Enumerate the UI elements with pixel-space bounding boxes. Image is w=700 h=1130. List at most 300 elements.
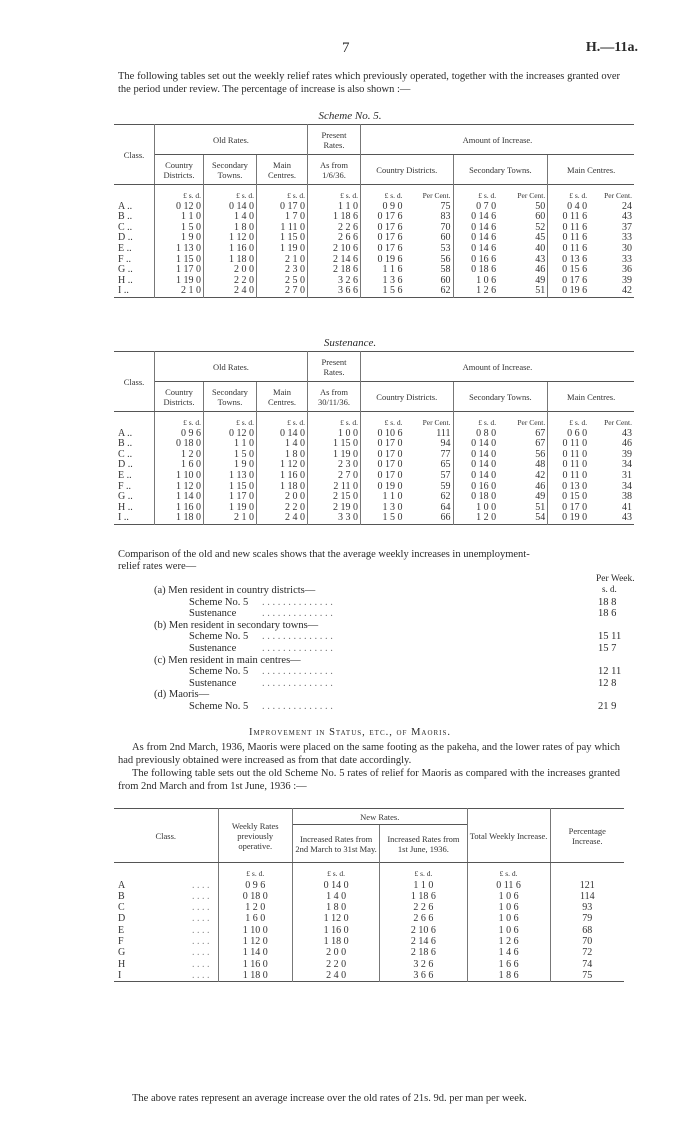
rate-cell: 0 17 0 [548, 503, 589, 514]
class-label: E .. [118, 469, 132, 481]
rate-cell: 1 0 6 [467, 902, 550, 913]
rate-cell: 3 6 6 [380, 970, 467, 982]
rate-cell: 0 14 6 [453, 223, 498, 234]
rate-cell: 1 6 0 [155, 460, 204, 471]
rate-cell: 3 2 6 [380, 959, 467, 970]
rate-cell: 0 17 0 [361, 460, 405, 471]
rate-cell: 0 13 6 [548, 255, 589, 266]
rate-cell: 0 15 0 [548, 492, 589, 503]
rate-cell: 2 18 6 [380, 947, 467, 958]
rate-cell: 2 4 0 [204, 286, 257, 297]
rate-cell: 1 16 0 [218, 959, 292, 970]
rate-cell: 0 17 0 [361, 450, 405, 461]
rate-cell: 1 12 0 [218, 936, 292, 947]
per-week-label: Per Week. [596, 574, 635, 584]
comparison-line-value: 12 8 [598, 677, 617, 689]
class-label [114, 925, 218, 936]
rate-cell: 65 [440, 459, 451, 471]
rate-cell: 1 15 0 [204, 482, 257, 493]
increased-june-header: Increased Rates from 1st June, 1936. [380, 825, 467, 863]
unit-cell: £ s. d. [453, 412, 498, 429]
rate-cell: 2 6 6 [308, 233, 361, 244]
rate-cell: 1 12 0 [155, 482, 204, 493]
rate-cell: 57 [440, 469, 451, 481]
unit-cell: £ s. d. [467, 863, 550, 880]
comparison-line-value: 15 11 [598, 631, 622, 643]
comparison-line-value: 18 6 [598, 608, 617, 620]
class-letter: F [118, 936, 124, 948]
comparison-line-value: 12 11 [598, 666, 622, 678]
rate-cell: 2 1 0 [257, 255, 308, 266]
rate-cell: 46 [622, 438, 632, 450]
rate-cell: 1 19 0 [155, 276, 204, 287]
rate-cell: 0 13 0 [548, 482, 589, 493]
rate-cell: 0 17 6 [548, 276, 589, 287]
rate-cell: 1 12 0 [204, 233, 257, 244]
rate-cell: 68 [550, 925, 624, 936]
rate-cell: 34 [622, 480, 632, 492]
rate-cell: 0 17 0 [257, 202, 308, 213]
table-row [114, 959, 624, 970]
rate-cell: 2 2 6 [308, 223, 361, 234]
rate-cell: 1 15 0 [155, 255, 204, 266]
secondary-towns-header: Secondary Towns. [204, 155, 257, 185]
unit-cell: Per Cent. [517, 418, 546, 427]
rate-cell: 1 18 0 [257, 482, 308, 493]
rate-cell: 67 [535, 438, 546, 450]
rate-cell: 37 [622, 221, 632, 233]
rate-cell: 114 [550, 891, 624, 902]
new-rates-header: New Rates. [292, 809, 467, 825]
rate-cell: 1 1 6 [361, 265, 405, 276]
rate-cell: 1 0 6 [467, 913, 550, 924]
rate-cell: 1 5 0 [204, 450, 257, 461]
unit-cell: £ s. d. [204, 185, 257, 202]
rate-cell: 0 17 0 [361, 471, 405, 482]
rate-cell: 2 4 0 [292, 970, 379, 982]
rate-cell: 46 [535, 480, 546, 492]
present-rates-header: Present Rates. [308, 352, 361, 382]
unit-cell: £ s. d. [361, 412, 405, 429]
rate-cell: 1 8 0 [204, 223, 257, 234]
rate-cell: 33 [622, 253, 632, 265]
rate-cell: 0 9 0 [361, 202, 405, 213]
rate-cell: 0 9 6 [218, 880, 292, 891]
unit-cell: £ s. d. [380, 863, 467, 880]
rate-cell: 0 12 0 [155, 202, 204, 213]
rate-cell: 1 3 0 [361, 503, 405, 514]
maori-paragraph-1: As from 2nd March, 1936, Maoris were placed on the same footing as the pakeha, and the lower rates of pay which had previously obtained were increased as from that date accordingly. [118, 742, 620, 766]
unit-cell: £ s. d. [218, 863, 292, 880]
rate-cell: 2 2 6 [380, 902, 467, 913]
rate-cell: 1 5 0 [361, 513, 405, 524]
rate-cell: 93 [550, 902, 624, 913]
amount-increase-header: Amount of Increase. [361, 125, 635, 155]
comparison-line-value: 21 9 [598, 701, 617, 712]
inc-country-header: Country Districts. [361, 155, 454, 185]
class-label: D .. [118, 232, 133, 244]
rate-cell: 111 [436, 427, 451, 439]
rate-cell: 42 [622, 285, 632, 297]
rate-cell: 2 19 0 [308, 503, 361, 514]
unit-cell [114, 412, 155, 429]
rate-cell: 1 2 0 [453, 513, 498, 524]
rate-cell: 1 12 0 [257, 460, 308, 471]
leader-dots: . . . . [192, 890, 210, 902]
rate-cell: 54 [535, 512, 546, 524]
rate-cell: 1 4 0 [292, 891, 379, 902]
rate-cell: 0 11 0 [548, 460, 589, 471]
class-label [114, 913, 218, 924]
rate-cell: 0 14 0 [257, 429, 308, 440]
rate-cell: 0 16 0 [453, 482, 498, 493]
class-label [114, 947, 218, 958]
rate-cell: 48 [535, 459, 546, 471]
class-letter: E [118, 924, 125, 936]
class-letter: D [118, 913, 126, 925]
comparison-line-label: Scheme No. 5 [189, 666, 249, 678]
rate-cell: 2 2 0 [257, 503, 308, 514]
class-label: B .. [118, 438, 133, 450]
class-label: H .. [118, 501, 133, 513]
unit-cell: £ s. d. [155, 185, 204, 202]
unit-cell: £ s. d. [453, 185, 498, 202]
rate-cell: 64 [440, 501, 451, 513]
rate-cell: 2 0 0 [292, 947, 379, 958]
rate-cell: 1 18 0 [155, 513, 204, 524]
rate-cell: 2 0 0 [204, 265, 257, 276]
unit-cell: £ s. d. [548, 185, 589, 202]
comparison-line-label: (a) Men resident in country districts— [154, 585, 316, 596]
rate-cell: 43 [622, 211, 632, 223]
class-label: B .. [118, 211, 133, 223]
rate-cell: 39 [622, 448, 632, 460]
scheme-table [114, 124, 634, 298]
rate-cell: 0 14 0 [453, 460, 498, 471]
rate-cell: 0 14 0 [204, 202, 257, 213]
rate-cell: 2 11 0 [308, 482, 361, 493]
rate-cell: 1 3 6 [361, 276, 405, 287]
table-row [114, 925, 624, 936]
rate-cell: 0 14 0 [453, 471, 498, 482]
rate-cell: 1 1 0 [308, 202, 361, 213]
inc-country-header: Country Districts. [361, 382, 454, 412]
sd-unit-label: s. d. [602, 584, 617, 594]
unit-cell: Per Cent. [422, 418, 451, 427]
table-row [114, 902, 624, 913]
total-increase-header: Total Weekly Increase. [467, 809, 550, 863]
leader-dots: . . . . [192, 924, 210, 936]
leader-dots: . . . . . . . . . . . . . . [262, 596, 333, 608]
rate-cell: 39 [622, 274, 632, 286]
rate-cell: 0 11 0 [548, 450, 589, 461]
rate-cell: 1 2 0 [155, 450, 204, 461]
rate-cell: 0 14 0 [453, 439, 498, 450]
unit-cell: £ s. d. [257, 185, 308, 202]
rate-cell: 0 16 6 [453, 255, 498, 266]
unit-cell [114, 863, 218, 880]
rate-cell: 1 19 0 [204, 503, 257, 514]
leader-dots: . . . . . . . . . . . . . . [262, 608, 333, 620]
comparison-text-1: Comparison of the old and new scales shows that the average weekly increases in unemployment- [118, 549, 530, 560]
rate-cell: 1 1 0 [380, 880, 467, 891]
rate-cell: 40 [535, 242, 546, 254]
rate-cell: 42 [535, 469, 546, 481]
leader-dots: . . . . [192, 947, 210, 959]
table2-title: Sustenance. [323, 337, 377, 349]
rate-cell: 2 1 0 [204, 513, 257, 524]
rate-cell: 30 [622, 242, 632, 254]
rate-cell: 1 8 0 [292, 902, 379, 913]
rate-cell: 1 15 0 [308, 439, 361, 450]
rate-cell: 1 10 0 [218, 925, 292, 936]
rate-cell: 0 10 6 [361, 429, 405, 440]
rate-cell: 0 11 0 [548, 471, 589, 482]
rate-cell: 2 14 6 [380, 936, 467, 947]
rate-cell: 24 [622, 200, 632, 212]
rate-cell: 1 4 6 [467, 947, 550, 958]
inc-secondary-header: Secondary Towns. [453, 155, 548, 185]
rate-cell: 72 [550, 947, 624, 958]
comparison-line-value: 15 7 [598, 643, 617, 654]
secondary-towns-header: Secondary Towns. [204, 382, 257, 412]
rate-cell: 0 11 6 [467, 880, 550, 891]
maori-rates-table [114, 808, 624, 982]
leader-dots: . . . . . . . . . . . . . . [262, 666, 333, 678]
rate-cell: 1 8 6 [467, 970, 550, 982]
units-row [114, 185, 634, 202]
rate-cell: 0 18 0 [218, 891, 292, 902]
rate-cell: 1 0 6 [453, 276, 498, 287]
weekly-rates-header: Weekly Rates previously operative. [218, 809, 292, 863]
rate-cell: 1 9 0 [204, 460, 257, 471]
rate-cell: 1 4 0 [257, 439, 308, 450]
leader-dots: . . . . [192, 936, 210, 948]
rate-cell: 43 [535, 253, 546, 265]
rate-cell: 3 3 0 [308, 513, 361, 524]
rate-cell: 0 17 6 [361, 212, 405, 223]
maori-paragraph-2: The following table sets out the old Scheme No. 5 rates of relief for Maoris as compared with the increases granted from 2nd March and from 1st June, 1936 :— [118, 768, 620, 792]
rate-cell: 3 2 6 [308, 276, 361, 287]
rate-cell: 0 11 6 [548, 233, 589, 244]
rate-cell: 1 16 0 [257, 471, 308, 482]
leader-dots: . . . . . . . . . . . . . . [262, 677, 333, 689]
table-row [114, 244, 634, 255]
rate-cell: 0 11 6 [548, 212, 589, 223]
rate-cell: 70 [550, 936, 624, 947]
country-districts-header: Country Districts. [155, 382, 204, 412]
rate-cell: 1 0 0 [308, 429, 361, 440]
rate-cell: 33 [622, 232, 632, 244]
table-row [114, 286, 634, 297]
rate-cell: 45 [535, 232, 546, 244]
rate-cell: 52 [535, 221, 546, 233]
class-label: G .. [118, 264, 133, 276]
as-from-header: As from 30/11/36. [308, 382, 361, 412]
rate-cell: 75 [550, 970, 624, 982]
comparison-line-label: Sustenance [189, 608, 237, 620]
class-label: E .. [118, 242, 132, 254]
old-rates-header: Old Rates. [155, 125, 308, 155]
rate-cell: 58 [440, 264, 451, 276]
rate-cell: 0 17 0 [361, 439, 405, 450]
inc-main-header: Main Centres. [548, 155, 634, 185]
rate-cell: 0 18 0 [155, 439, 204, 450]
rate-cell: 2 7 0 [308, 471, 361, 482]
class-label [114, 970, 218, 982]
rate-cell: 2 3 0 [257, 265, 308, 276]
unit-cell: £ s. d. [361, 185, 405, 202]
unit-cell: Per Cent. [604, 191, 632, 200]
rate-cell: 56 [535, 448, 546, 460]
rate-cell: 0 14 6 [453, 233, 498, 244]
class-letter: H [118, 958, 126, 970]
class-label [114, 959, 218, 970]
unit-cell [550, 863, 624, 880]
rate-cell: 2 2 0 [292, 959, 379, 970]
leader-dots: . . . . [192, 969, 210, 981]
rate-cell: 60 [440, 274, 451, 286]
table-row [114, 891, 624, 902]
rate-cell: 0 14 0 [453, 450, 498, 461]
rate-cell: 0 8 0 [453, 429, 498, 440]
rate-cell: 46 [535, 264, 546, 276]
table-row [114, 970, 624, 982]
class-label: C .. [118, 448, 133, 460]
rate-cell: 1 4 0 [204, 212, 257, 223]
unit-cell: £ s. d. [308, 185, 361, 202]
rate-cell: 0 19 6 [361, 255, 405, 266]
rate-cell: 79 [550, 913, 624, 924]
rate-cell: 1 19 0 [308, 450, 361, 461]
comparison-line-label: Sustenance [189, 643, 237, 654]
rate-cell: 94 [440, 438, 451, 450]
leader-dots: . . . . . . . . . . . . . . [262, 643, 333, 654]
rate-cell: 1 2 6 [467, 936, 550, 947]
rate-cell: 59 [440, 480, 451, 492]
rate-cell: 2 4 0 [257, 513, 308, 524]
rate-cell: 1 12 0 [292, 913, 379, 924]
unit-cell: Per Cent. [517, 191, 546, 200]
unit-cell: £ s. d. [548, 412, 589, 429]
rate-cell: 1 1 0 [361, 492, 405, 503]
unit-cell: £ s. d. [257, 412, 308, 429]
rate-cell: 1 13 0 [155, 244, 204, 255]
main-centres-header: Main Centres. [257, 155, 308, 185]
rate-cell: 2 0 0 [257, 492, 308, 503]
class-letter: G [118, 947, 126, 959]
class-label: A .. [118, 200, 133, 212]
rate-cell: 1 16 0 [292, 925, 379, 936]
rate-cell: 60 [440, 232, 451, 244]
unit-cell: Per Cent. [604, 418, 632, 427]
class-label: G .. [118, 491, 133, 503]
rate-cell: 0 6 0 [548, 429, 589, 440]
increased-march-header: Increased Rates from 2nd March to 31st May. [292, 825, 379, 863]
rate-cell: 31 [622, 469, 632, 481]
rate-cell: 0 15 6 [548, 265, 589, 276]
rate-cell: 34 [622, 459, 632, 471]
comparison-line-label: Sustenance [189, 677, 237, 689]
rate-cell: 0 11 6 [548, 223, 589, 234]
rate-cell: 66 [440, 512, 451, 524]
class-label: I .. [118, 512, 129, 524]
document-reference: H.—11a. [585, 40, 638, 55]
rate-cell: 1 17 0 [155, 265, 204, 276]
rate-cell: 0 4 0 [548, 202, 589, 213]
rate-cell: 51 [535, 501, 546, 513]
rate-cell: 0 18 6 [453, 265, 498, 276]
rate-cell: 0 17 6 [361, 233, 405, 244]
class-letter: C [118, 902, 125, 914]
rate-cell: 62 [440, 285, 451, 297]
rate-cell: 1 6 6 [467, 959, 550, 970]
rate-cell: 2 10 6 [308, 244, 361, 255]
rate-cell: 49 [535, 274, 546, 286]
rate-cell: 0 7 0 [453, 202, 498, 213]
comparison-line-label: (d) Maoris— [154, 689, 210, 701]
class-letter: B [118, 890, 125, 902]
rate-cell: 0 11 0 [548, 439, 589, 450]
rate-cell: 51 [535, 285, 546, 297]
main-centres-header: Main Centres. [257, 382, 308, 412]
rate-cell: 67 [535, 427, 546, 439]
rate-cell: 1 7 0 [257, 212, 308, 223]
rate-cell: 1 1 0 [155, 212, 204, 223]
as-from-header: As from 1/6/36. [308, 155, 361, 185]
class-label [114, 891, 218, 902]
rate-cell: 1 9 0 [155, 233, 204, 244]
leader-dots: . . . . . . . . . . . . . . [262, 631, 333, 643]
table-row [114, 936, 624, 947]
rate-cell: 3 6 6 [308, 286, 361, 297]
rate-cell: 1 18 0 [292, 936, 379, 947]
rate-cell: 36 [622, 264, 632, 276]
rate-cell: 2 6 6 [380, 913, 467, 924]
inc-main-header: Main Centres. [548, 382, 634, 412]
sustenance-table [114, 351, 634, 525]
table-row [114, 913, 624, 924]
rate-cell: 43 [622, 512, 632, 524]
class-label [114, 936, 218, 947]
rate-cell: 1 5 6 [361, 286, 405, 297]
unit-cell: Per Cent. [422, 191, 451, 200]
comparison-line-label: Scheme No. 5 [189, 701, 249, 712]
inc-secondary-header: Secondary Towns. [453, 382, 548, 412]
units-row [114, 412, 634, 429]
rate-cell: 1 2 6 [453, 286, 498, 297]
page-number: 7 [342, 40, 350, 56]
class-label: H .. [118, 274, 133, 286]
leader-dots: . . . . . . . . . . . . . . [262, 701, 333, 712]
comparison-line-value: 18 8 [598, 596, 617, 608]
rate-cell: 1 16 0 [155, 503, 204, 514]
class-letter: I [118, 969, 122, 981]
table-row [114, 513, 634, 524]
rate-cell: 49 [535, 491, 546, 503]
rate-cell: 1 8 0 [257, 450, 308, 461]
rate-cell: 70 [440, 221, 451, 233]
rate-cell: 1 0 6 [467, 891, 550, 902]
comparison-text-2: relief rates were— [118, 561, 197, 572]
class-header: Class. [114, 125, 155, 185]
table-row [114, 880, 624, 891]
rate-cell: 77 [440, 448, 451, 460]
rate-cell: 1 0 0 [453, 503, 498, 514]
rate-cell: 1 18 0 [204, 255, 257, 266]
units-row [114, 863, 624, 880]
rate-cell: 56 [440, 253, 451, 265]
